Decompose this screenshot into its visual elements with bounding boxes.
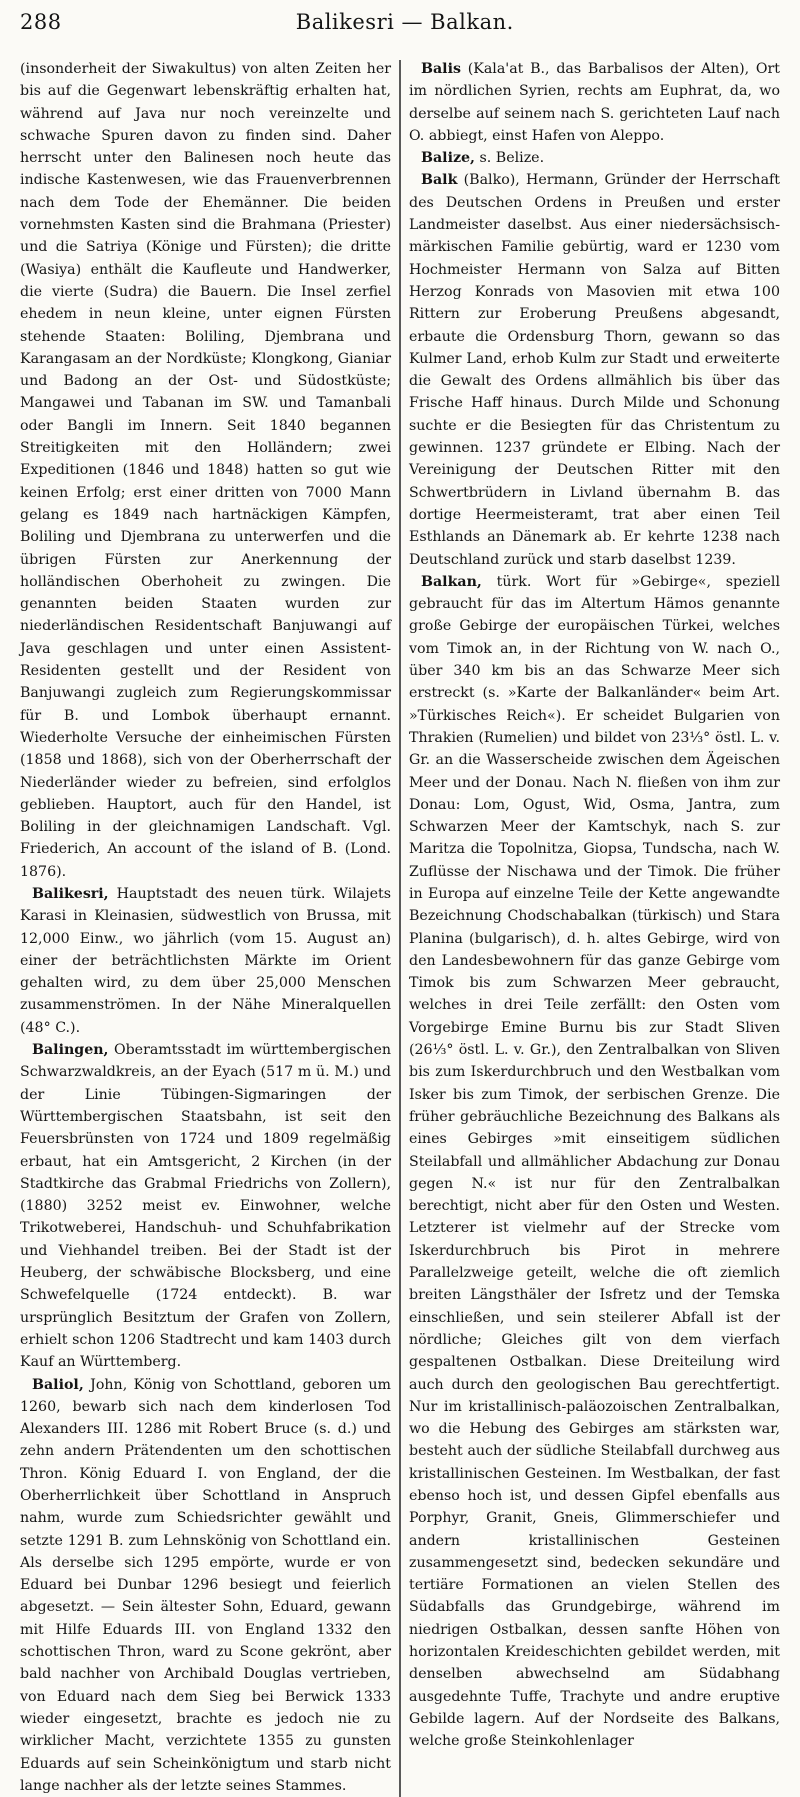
entry-baliol — [20, 1374, 391, 1797]
entry-headword: Balis — [421, 61, 461, 77]
entry-balingen — [20, 1039, 391, 1373]
entry-text: John, König von Schottland, geboren um 1260, bewarb sich nach dem kinderlosen Tod Alexanders III. 1286 mit Robert Bruce (s. d.) und zehn andern Prätendenten um den schottischen Thron. König Eduard I. von England, der die Oberherrlichkeit über Schottland in Anspruch nahm, wurde zum Schiedsrichter gewählt und setzte 1291 B. zum Lehnskönig von Schottland ein. Als derselbe sich 1295 empörte, wurde er von Eduard bei Dunbar 1296 besiegt und feierlich abgesetzt. — Sein ältester Sohn, Eduard, gewann mit Hilfe Eduards III. von England 1332 den schottischen Thron, ward zu Scone gekrönt, aber bald nachher von Archibald Douglas vertrieben, von Eduard nach dem Sieg bei Berwick 1333 wieder eingesetzt, brachte es jedoch nie zu wirklicher Macht, verzichtete 1355 zu gunsten Eduards auf sein Scheinkönigtum und starb nicht lange nachher als der letzte seines Stammes. — [20, 1376, 391, 1794]
entry-text: (Balko), Hermann, Gründer der Herrschaft des Deutschen Ordens in Preußen und erster Landmeister daselbst. Aus einer niedersächsisch-märkischen Familie gebürtig, ward er 1230 vom Hochmeister Hermann von Salza auf Bitten Herzog Konrads von Masovien mit etwa 100 Rittern zur Eroberung Preußens abgesandt, erbaute die Ordensburg Thorn, gewann so das Kulmer Land, erhob Kulm zur Stadt und erweiterte die Gewalt des Ordens allmählich bis über das Frische Haff hinaus. Durch Milde und Schonung suchte er die Besiegten für das Christentum zu gewinnen. 1237 gründete er Elbing. Nach der Vereinigung der Deutschen Ritter mit den Schwertbrüdern in Livland übernahm B. das dortige Heermeisteramt, trat aber einen Teil Esthlands an Dänemark ab. Er kehrte 1238 nach Deutschland zurück und starb daselbst 1239. — [409, 172, 780, 568]
entry-text: Hauptstadt des neuen türk. Wilajets Karasi in Kleinasien, südwestlich von Brussa, mit 12,000 Einw., wo jährlich (vom 15. August an) einer der beträchtlichsten Märkte im Orient gehalten wird, zu dem über 25,000 Menschen zusammenströmen. In der Nähe Mineralquellen (48° C.). — [20, 885, 391, 1036]
entry-balikesri — [20, 883, 391, 1039]
text-columns — [20, 58, 786, 1797]
entry-text: türk. Wort für »Gebirge«, speziell gebraucht für das im Altertum Hämos genannte große Gebirge der europäischen Türkei, welches vom Timok an, in der Richtung von W. nach O., über 340 km bis an das Schwarze Meer sich erstreckt (s. »Karte der Balkanländer« beim Art. »Türkisches Reich«). Er scheidet Bulgarien von Thrakien (Rumelien) und bildet von 23⅓° östl. L. v. Gr. an die Wasserscheide zwischen dem Ägeischen Meer und der Donau. Nach N. fließen von ihm zur Donau: Lom, Ogust, Wid, Osma, Jantra, zum Schwarzen Meer der Kamtschyk, nach S. zur Maritza die Topolnitza, Giopsa, Tundscha, nach W. Zuflüsse der Nischawa und der Timok. Die früher in Europa auf einzelne Teile der Kette angewandte Bezeichnung Chodschabalkan (türkisch) und Stara Planina (bulgarisch), d. h. altes Gebirge, wird von den Landesbewohnern für das ganze Gebirge vom Timok bis zum Schwarzen Meer gebraucht, welches in drei Teile zerfällt: den Osten vom Vorgebirge Emine Burnu bis zur Stadt Sliven (26⅓° östl. L. v. Gr.), den Zentralbalkan von Sliven bis zum Iskerdurchbruch und den Westbalkan vom Isker bis zum Timok, der serbischen Grenze. Die früher gebräuchliche Bezeichnung des Balkans als eines Gebirges »mit einseitigem südlichen Steilabfall und allmählicher Abdachung zur Donau gegen N.« ist nur für den Zentralbalkan berechtigt, nicht aber für den Osten und Westen. Letzterer ist vielmehr auf der Strecke vom Iskerdurchbruch bis Pirot in mehrere Parallelzweige geteilt, welche die oft ziemlich breiten Längsthäler der Isfretz und der Temska einschließen, und sein steilerer Abfall ist der nördliche; Gleiches gilt von dem vierfach gespaltenen Ostbalkan. Diese Dreiteilung wird auch durch den geologischen Bau gerechtfertigt. Nur im kristallinisch-paläozoischen Zentralbalkan, wo die Hebung des Gebirges am stärksten war, besteht auch der südliche Steilabfall durchweg aus kristallinischen Gesteinen. Im Westbalkan, der fast ebenso hoch ist, und dessen Gipfel ebenfalls aus Porphyr, Granit, Gneis, Glimmerschiefer und andern kristallinischen Gesteinen zusammengesetzt sind, bedecken sekundäre und tertiäre Formationen an vielen Stellen des Südabfalls das Grundgebirge, während im niedrigen Ostbalkan, dessen sanfte Höhen von horizontalen Kreideschichten gebildet werden, mit denselben abwechselnd am Südabhang ausgedehnte Tuffe, Trachyte und andre eruptive Gebilde lagern. Auf der Nordseite des Balkans, welche große Steinkohlenlager — [409, 573, 780, 1750]
entry-text: (insonderheit der Siwakultus) von alten Zeiten her bis auf die Gegenwart lebenskräftig erhalten hat, während auf Java nur noch vereinzelte und schwache Spuren davon zu finden sind. Daher herrscht unter den Balinesen noch heute das indische Kastenwesen, wie das Frauenverbrennen nach dem Tode der Ehemänner. Die beiden vornehmsten Kasten sind die Brahmana (Priester) und die Satriya (Könige und Fürsten); die dritte (Wasiya) enthält die Kaufleute und Handwerker, die vierte (Sudra) die Bauern. Die Insel zerfiel ehedem in neun kleine, unter eignen Fürsten stehende Staaten: Boliling, Djembrana und Karangasam an der Nordküste; Klongkong, Gianiar und Badong an der Ost- und Südostküste; Mangawei und Tabanan im SW. und Tamanbali oder Bangli im Innern. Seit 1840 begannen Streitigkeiten mit den Holländern; zwei Expeditionen (1846 und 1848) hatten so gut wie keinen Erfolg; erst einer dritten von 7000 Mann gelang es 1849 nach hartnäckigen Kämpfen, Boliling und Djembrana zu unterwerfen und die übrigen Fürsten zur Anerkennung der holländischen Oberhoheit zu zwingen. Die genannten beiden Staaten wurden zur niederländischen Residentschaft Banjuwangi auf Java geschlagen und unter einen Assistent-Residenten gestellt und der Resident von Banjuwangi zugleich zum Regierungskommissar für B. und Lombok überhaupt ernannt. Wiederholte Versuche der einheimischen Fürsten (1858 und 1868), sich von der Oberherrschaft der Niederländer wieder zu befreien, sind erfolglos geblieben. Hauptort, auch für den Handel, ist Boliling in der gleichnamigen Landschaft. Vgl. Friederich, An account of the island of B. (Lond. 1876). — [20, 61, 391, 880]
entry-headword: Balk — [421, 172, 458, 189]
page-header — [20, 10, 786, 58]
entry-bali-continued — [20, 58, 391, 883]
page-number: 288 — [20, 10, 62, 34]
left-column — [20, 58, 399, 1797]
entry-headword: Balingen, — [32, 1042, 109, 1059]
right-column — [401, 58, 780, 1797]
running-title: Balikesri — Balkan. — [295, 10, 514, 34]
entry-balis — [409, 58, 780, 147]
entry-balk — [409, 169, 780, 570]
entry-headword: Balkan, — [421, 573, 482, 590]
entry-headword: Balikesri, — [32, 885, 109, 902]
entry-balkan — [409, 571, 780, 1753]
entry-text: s. Belize. — [475, 150, 545, 167]
entry-headword: Baliol, — [32, 1376, 84, 1393]
entry-text: Oberamtsstadt im württembergischen Schwarzwaldkreis, an der Eyach (517 m ü. M.) und der Linie Tübingen-Sigmaringen der Württembergischen Staatsbahn, ist seit den Feuersbrünsten von 1724 und 1809 regelmäßig erbaut, hat ein Amtsgericht, 2 Kirchen (in der Stadtkirche das Grabmal Friedrichs von Zollern), (1880) 3252 meist ev. Einwohner, welche Trikotweberei, Handschuh- und Schuhfabrikation und Viehhandel treiben. Bei der Stadt ist der Heuberg, der schwäbische Blocksberg, und eine Schwefelquelle (1724 entdeckt). B. war ursprünglich Besitztum der Grafen von Zollern, erhielt schon 1206 Stadtrecht und kam 1403 durch Kauf an Württemberg. — [20, 1042, 391, 1371]
entry-headword: Balize, — [421, 150, 475, 167]
entry-balize — [409, 147, 780, 169]
entry-text: (Kala'at B., das Barbalisos der Alten), Ort im nördlichen Syrien, rechts am Euphrat, da, wo derselbe auf seinem nach S. gerichteten Lauf nach O. abbiegt, einst Hafen von Aleppo. — [409, 61, 780, 144]
